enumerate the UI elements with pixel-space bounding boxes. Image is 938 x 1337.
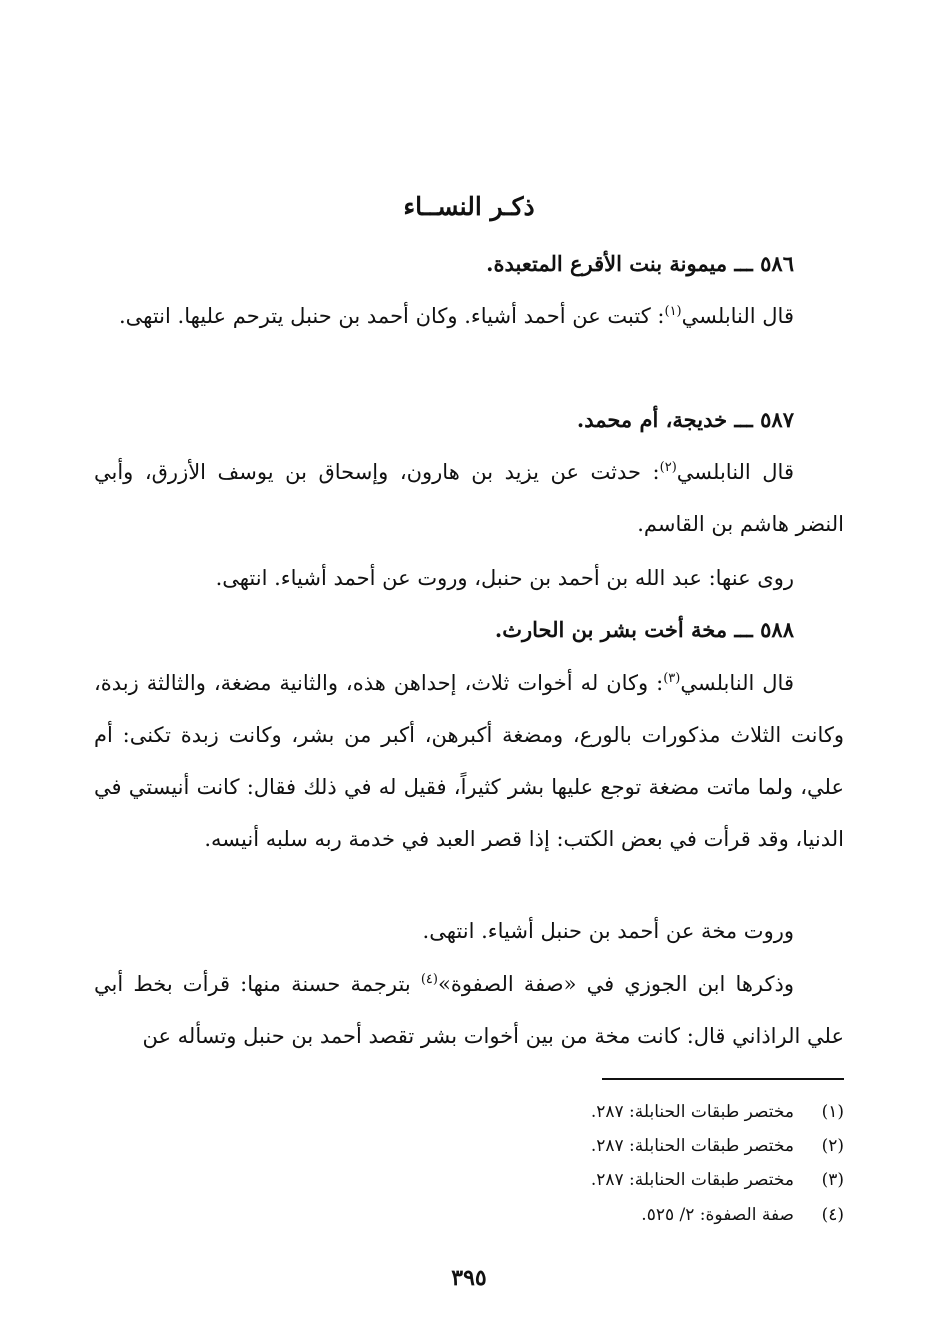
entry-588-paragraph-1	[94, 657, 844, 865]
entry-587-heading: ٥٨٧ ـــ خديجة، أم محمد.	[576, 407, 794, 432]
footnote-3	[300, 1168, 844, 1192]
footnote-ref-3: (٣)	[663, 671, 681, 686]
entry-588-paragraph-2: وروت مخة عن أحمد بن حنبل أشياء. انتهى.	[422, 919, 794, 943]
footnote-3-number: (٣)	[821, 1170, 844, 1190]
footnote-2-number: (٢)	[821, 1136, 844, 1156]
footnote-3-text: مختصر طبقات الحنابلة: ٢٨٧.	[590, 1170, 794, 1190]
footnote-4-text: صفة الصفوة: ٢/ ٥٢٥.	[641, 1205, 794, 1225]
entry-587-paragraph-1	[94, 446, 844, 550]
footnote-ref-1: (١)	[664, 304, 682, 319]
entry-587-text-a: قال النابلسي	[676, 460, 794, 484]
entry-588-text-c: وذكرها ابن الجوزي في «صفة الصفوة»	[437, 972, 794, 996]
footnote-2-text: مختصر طبقات الحنابلة: ٢٨٧.	[590, 1136, 794, 1156]
footnote-ref-4: (٤)	[420, 972, 438, 987]
footnote-1-number: (١)	[821, 1102, 844, 1122]
entry-588-paragraph-3	[94, 958, 844, 1062]
entry-588-heading: ٥٨٨ ـــ مخة أخت بشر بن الحارث.	[494, 617, 794, 642]
entry-586-paragraph	[94, 290, 844, 342]
section-title: ذكـر النســاء	[403, 192, 535, 221]
footnote-4-number: (٤)	[821, 1205, 844, 1225]
footnote-2	[300, 1134, 844, 1158]
entry-586-text-a: قال النابلسي	[681, 304, 794, 328]
entry-587-text-b: : حدثت عن يزيد بن هارون، وإسحاق بن يوسف الأزرق، وأبي النضر هاشم بن القاسم.	[94, 460, 844, 536]
entry-588-text-b: : وكان له أخوات ثلاث، إحداهن هذه، والثانية مضغة، والثالثة زبدة، وكانت الثلاث مذكورات بالورع، ومضغة أكبرهن، أكبر من بشر، وكانت زبدة تكنى: أم علي، ولما ماتت مضغة توجع عليها بشر كثيراً، فقيل له في ذلك فقال: كانت أنيستي في الدنيا، وقد قرأت في بعض الكتب: إذا قصر العبد في خدمة ربه سلبه أنيسه.	[94, 671, 844, 851]
entry-588-text-d: بترجمة حسنة منها: قرأت بخط أبي علي الراذاني قال: كانت مخة من بين أخوات بشر تقصد أحمد بن حنبل وتسأله عن	[94, 972, 844, 1048]
entry-586-heading: ٥٨٦ ـــ ميمونة بنت الأقرع المتعبدة.	[486, 251, 794, 276]
footnote-1-text: مختصر طبقات الحنابلة: ٢٨٧.	[590, 1102, 794, 1122]
entry-588-text-a: قال النابلسي	[680, 671, 794, 695]
footnote-1	[300, 1100, 844, 1124]
entry-586-text-b: : كتبت عن أحمد أشياء. وكان أحمد بن حنبل يترحم عليها. انتهى.	[118, 304, 665, 328]
page-number: ٣٩٥	[451, 1265, 487, 1291]
footnote-4	[300, 1203, 844, 1227]
footnote-ref-2: (٢)	[659, 460, 677, 475]
entry-587-paragraph-2: روى عنها: عبد الله بن أحمد بن حنبل، وروت عن أحمد أشياء. انتهى.	[215, 566, 794, 590]
footnote-separator	[602, 1078, 844, 1080]
